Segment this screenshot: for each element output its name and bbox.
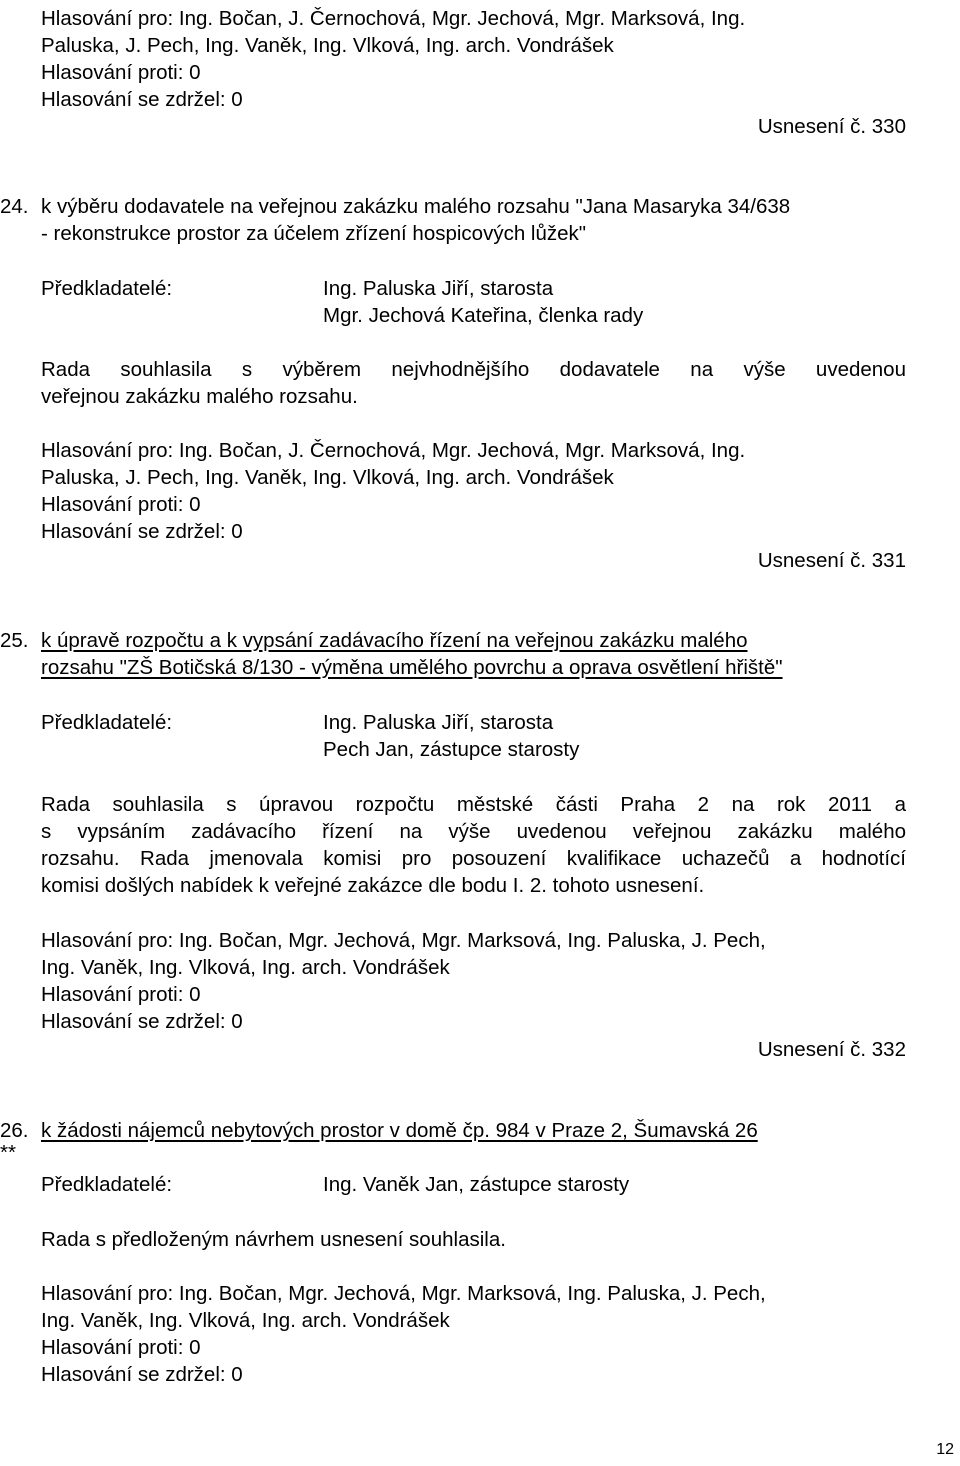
- submitters-label: Předkladatelé:: [41, 711, 173, 734]
- votes-for-line: Hlasování pro: Ing. Bočan, J. Černochová, Mgr. Jechová, Mgr. Marksová, Ing.: [41, 439, 746, 462]
- decision-text-line: Rada souhlasila s výběrem nejvhodnějšího dodavatele na výše uvedenou: [41, 358, 906, 381]
- votes-for-line: Ing. Vaněk, Ing. Vlková, Ing. arch. Vondrášek: [41, 1309, 450, 1332]
- votes-for-line: Paluska, J. Pech, Ing. Vaněk, Ing. Vlková, Ing. arch. Vondrášek: [41, 34, 614, 57]
- item-title-line: - rekonstrukce prostor za účelem zřízení hospicových lůžek": [41, 222, 587, 245]
- submitter: Ing. Paluska Jiří, starosta: [323, 711, 554, 734]
- decision-text-line: veřejnou zakázku malého rozsahu.: [41, 385, 358, 408]
- votes-abstain: Hlasování se zdržel: 0: [41, 88, 243, 111]
- votes-against: Hlasování proti: 0: [41, 61, 201, 84]
- votes-for-line: Hlasování pro: Ing. Bočan, J. Černochová, Mgr. Jechová, Mgr. Marksová, Ing.: [41, 7, 746, 30]
- submitter: Pech Jan, zástupce starosty: [323, 738, 580, 761]
- votes-against: Hlasování proti: 0: [41, 983, 201, 1006]
- votes-abstain: Hlasování se zdržel: 0: [41, 520, 243, 543]
- submitters-label: Předkladatelé:: [41, 1173, 173, 1196]
- decision-text-line: s vypsáním zadávacího řízení na výše uvedenou veřejnou zakázku malého: [41, 820, 906, 843]
- submitter: Mgr. Jechová Kateřina, členka rady: [323, 304, 644, 327]
- votes-abstain: Hlasování se zdržel: 0: [41, 1363, 243, 1386]
- submitter: Ing. Vaněk Jan, zástupce starosty: [323, 1173, 630, 1196]
- item-number: 26.: [0, 1119, 29, 1142]
- votes-against: Hlasování proti: 0: [41, 1336, 201, 1359]
- page-number: 12: [936, 1441, 954, 1458]
- votes-for-line: Hlasování pro: Ing. Bočan, Mgr. Jechová, Mgr. Marksová, Ing. Paluska, J. Pech,: [41, 929, 766, 952]
- votes-abstain: Hlasování se zdržel: 0: [41, 1010, 243, 1033]
- item-marker: **: [0, 1141, 16, 1164]
- decision-text-line: Rada souhlasila s úpravou rozpočtu městské části Praha 2 na rok 2011 a: [41, 793, 906, 816]
- votes-for-line: Hlasování pro: Ing. Bočan, Mgr. Jechová, Mgr. Marksová, Ing. Paluska, J. Pech,: [41, 1282, 766, 1305]
- resolution-number: Usnesení č. 331: [757, 549, 906, 572]
- resolution-number: Usnesení č. 332: [757, 1038, 906, 1061]
- decision-text-line: komisi došlých nabídek k veřejné zakázce dle bodu I. 2. tohoto usnesení.: [41, 874, 705, 897]
- item-title-line: k žádosti nájemců nebytových prostor v domě čp. 984 v Praze 2, Šumavská 26: [41, 1119, 758, 1142]
- resolution-number: Usnesení č. 330: [757, 115, 906, 138]
- item-number: 24.: [0, 195, 29, 218]
- item-number: 25.: [0, 629, 29, 652]
- votes-against: Hlasování proti: 0: [41, 493, 201, 516]
- item-title-line: k výběru dodavatele na veřejnou zakázku malého rozsahu "Jana Masaryka 34/638: [41, 195, 791, 218]
- votes-for-line: Paluska, J. Pech, Ing. Vaněk, Ing. Vlková, Ing. arch. Vondrášek: [41, 466, 614, 489]
- decision-text-line: Rada s předloženým návrhem usnesení souhlasila.: [41, 1228, 506, 1251]
- submitters-label: Předkladatelé:: [41, 277, 173, 300]
- item-title-line: rozsahu "ZŠ Botičská 8/130 - výměna umělého povrchu a oprava osvětlení hřiště": [41, 656, 783, 679]
- votes-for-line: Ing. Vaněk, Ing. Vlková, Ing. arch. Vondrášek: [41, 956, 450, 979]
- decision-text-line: rozsahu. Rada jmenovala komisi pro posouzení kvalifikace uchazečů a hodnotící: [41, 847, 906, 870]
- submitter: Ing. Paluska Jiří, starosta: [323, 277, 554, 300]
- item-title-line: k úpravě rozpočtu a k vypsání zadávacího řízení na veřejnou zakázku malého: [41, 629, 748, 652]
